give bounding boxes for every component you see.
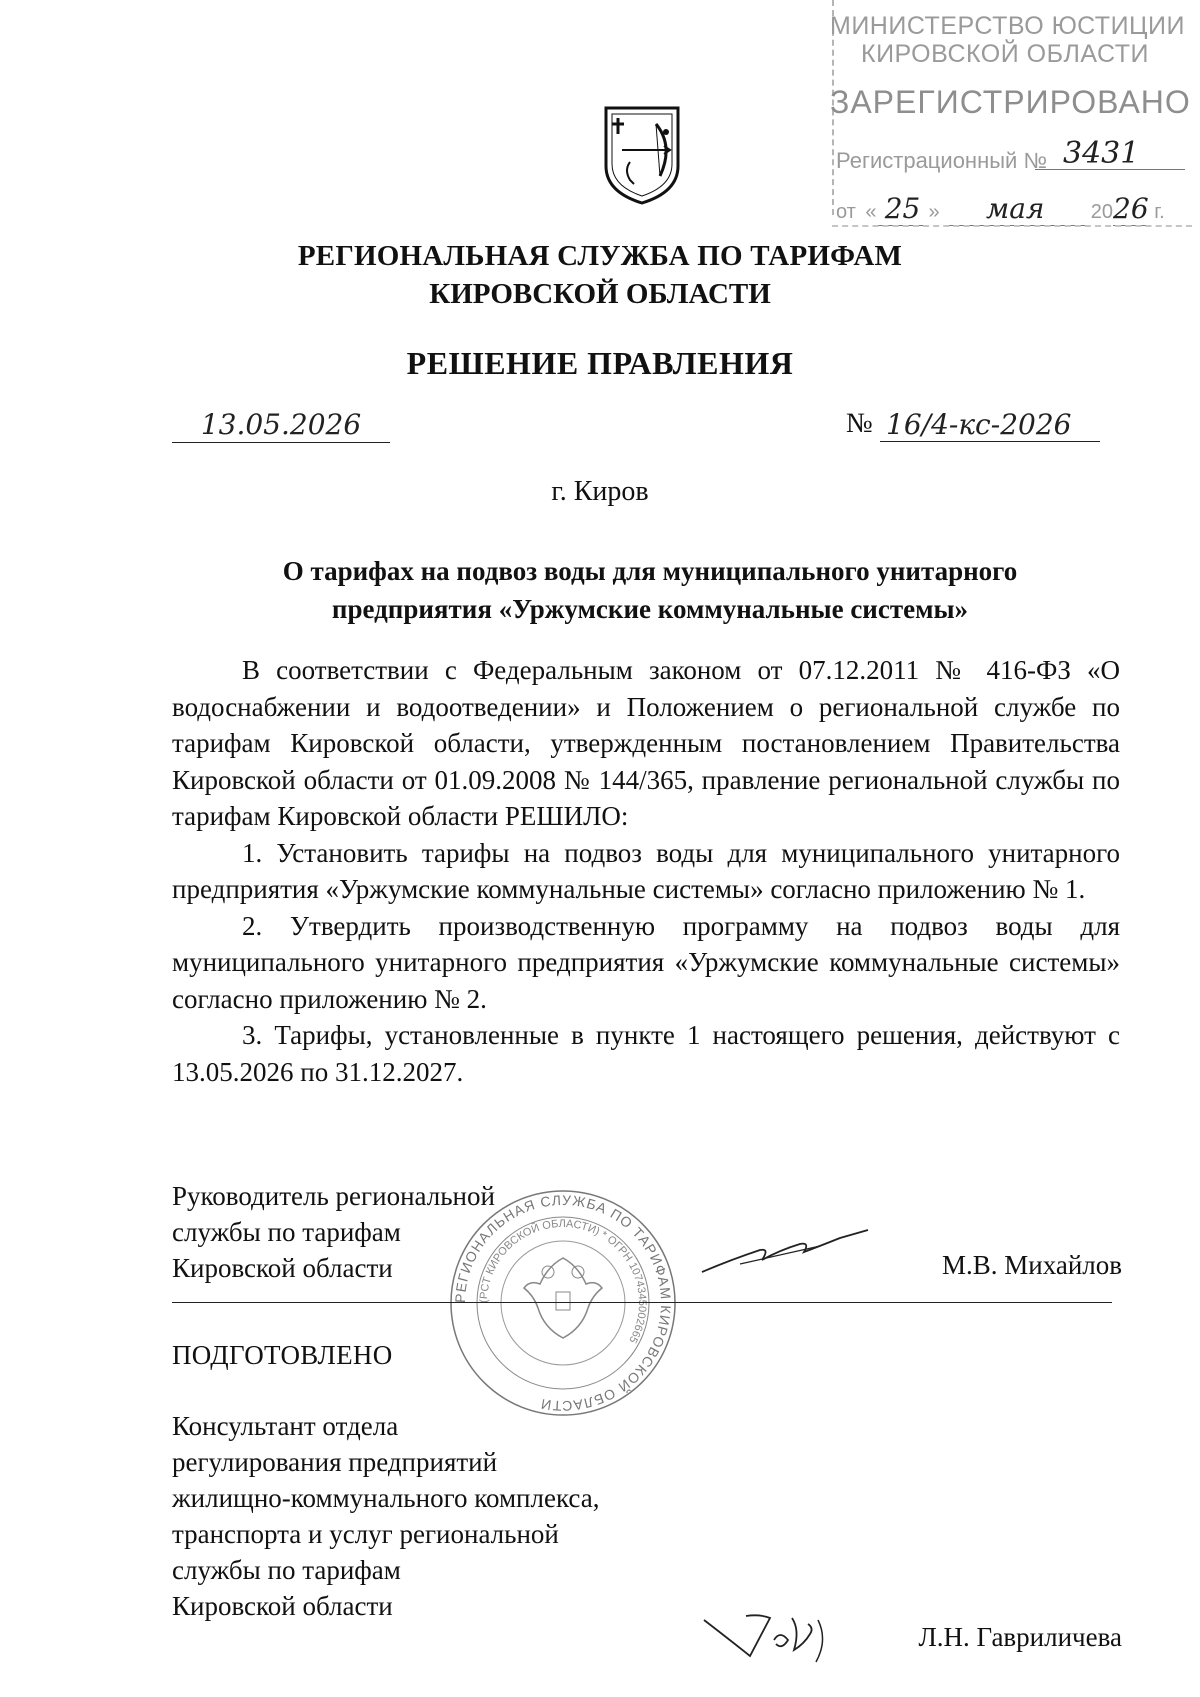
preparer-line2: регулирования предприятий (172, 1447, 498, 1477)
preparer-line6: Кировской области (172, 1591, 393, 1621)
stamp-reg-label: Регистрационный № (836, 148, 1048, 173)
stamp-date-year-suffix: 26 (1113, 192, 1149, 225)
stamp-ministry-line2: КИРОВСКОЙ ОБЛАСТИ (861, 40, 1149, 68)
stamp-status: ЗАРЕГИСТРИРОВАНО (830, 84, 1191, 120)
subject-line2: предприятия «Уржумские коммунальные системы» (331, 594, 969, 624)
stamp-date-row: от « 25 » мая 2026 г. (836, 192, 1165, 225)
decision-item-3: 3. Тарифы, установленные в пункте 1 настоящего решения, действуют с 13.05.2026 по 31.12.2027. (172, 1020, 1120, 1087)
stamp-border-bottom (832, 225, 1192, 227)
org-name-line2: КИРОВСКОЙ ОБЛАСТИ (429, 278, 771, 310)
preparer-name: Л.Н. Гавриличева (918, 1622, 1122, 1652)
preparer-signature (700, 1600, 840, 1670)
divider-line (172, 1302, 1112, 1303)
coat-of-arms-icon (600, 104, 684, 206)
decision-item-1: 1. Установить тарифы на подвоз воды для муниципального унитарного предприятия «Уржумские коммунальные системы» согласно приложению № 1. (172, 837, 1120, 904)
decision-number-label: № (846, 408, 873, 439)
decision-number: 16/4-кс-2026 (880, 408, 1100, 442)
preparer-line3: жилищно-коммунального комплекса, (172, 1483, 600, 1513)
head-position-line1: Руководитель региональной (172, 1181, 495, 1211)
registration-stamp (830, 0, 1200, 230)
stamp-date-day: 25 (877, 192, 929, 226)
preamble-paragraph: В соответствии с Федеральным законом от 07.12.2011 № 416-ФЗ «О водоснабжении и водоотведении» и Положением о региональной службе по тарифам Кировской области, утвержденным постановлением Правительства Кировской области от 01.09.2008 № 144/365, правление региональной службы по тарифам Кировской области РЕШИЛО: (172, 655, 1120, 831)
head-signature-block (172, 1178, 495, 1286)
preparer-line1: Консультант отдела (172, 1411, 399, 1441)
head-name: М.В. Михайлов (941, 1250, 1122, 1280)
preparer-line4: транспорта и услуг региональной (172, 1519, 559, 1549)
head-position-line3: Кировской области (172, 1253, 393, 1283)
preparer-line5: службы по тарифам (172, 1555, 401, 1585)
org-name-line1: РЕГИОНАЛЬНАЯ СЛУЖБА ПО ТАРИФАМ (297, 240, 903, 272)
document-type: РЕШЕНИЕ ПРАВЛЕНИЯ (406, 345, 794, 381)
stamp-date-month: мая (945, 192, 1085, 226)
head-position-line2: службы по тарифам (172, 1217, 401, 1247)
subject-heading (170, 552, 1130, 628)
prepared-label: ПОДГОТОВЛЕНО (172, 1340, 393, 1370)
stamp-date-from: от (836, 201, 856, 223)
stamp-date-year-prefix: 20 (1090, 201, 1114, 223)
subject-line1: О тарифах на подвоз воды для муниципального унитарного (282, 556, 1018, 586)
decision-body (172, 652, 1120, 1090)
decision-item-2: 2. Утвердить производственную программу на подвоз воды для муниципального унитарного предприятия «Уржумские коммунальные системы» согласно приложению № 2. (172, 910, 1120, 1014)
seal-outer-text: РЕГИОНАЛЬНАЯ СЛУЖБА ПО ТАРИФАМ КИРОВСКОЙ ОБЛАСТИ (451, 1191, 675, 1415)
preparer-block (172, 1408, 599, 1624)
seal-inner-text: (РСТ КИРОВСКОЙ ОБЛАСТИ) * ОГРН 1074345002665 (477, 1217, 649, 1346)
head-signature (700, 1220, 870, 1280)
stamp-ministry-line1: МИНИСТЕРСТВО ЮСТИЦИИ (830, 12, 1185, 40)
city: г. Киров (551, 476, 649, 507)
decision-date: 13.05.2026 (172, 408, 390, 443)
stamp-date-year-unit: г. (1154, 201, 1165, 223)
svg-text:(РСТ КИРОВСКОЙ ОБЛАСТИ) * ОГРН (478, 1218, 648, 1345)
stamp-reg-number: 3431 (1035, 136, 1185, 170)
